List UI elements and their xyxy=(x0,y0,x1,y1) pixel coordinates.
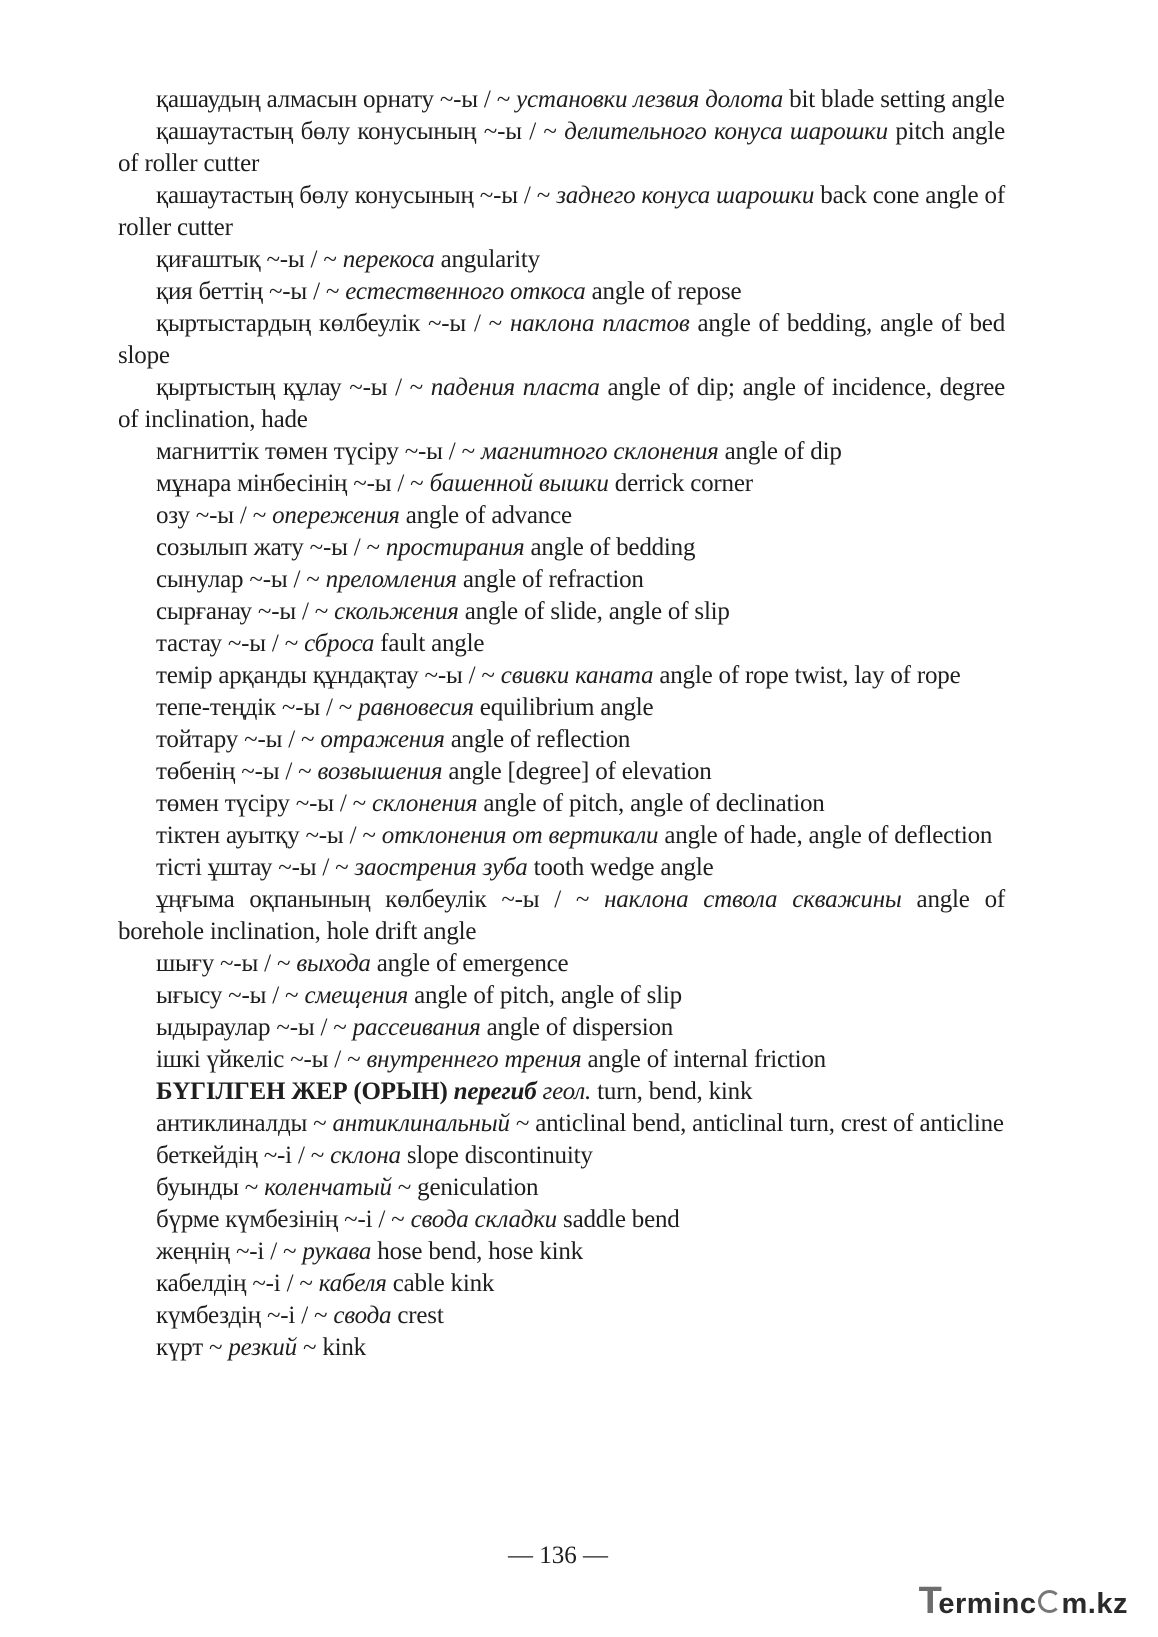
entry-english: ~ kink xyxy=(296,1334,366,1361)
dictionary-entry xyxy=(118,1172,1005,1204)
entry-english: angularity xyxy=(434,246,540,273)
entry-kazakh: тіктен ауытқу ~-ы / ~ xyxy=(156,822,382,849)
entry-kazakh: қашаутастың бөлу конусының ~-ы / ~ xyxy=(156,118,565,145)
entry-russian: установки лезвия долота xyxy=(516,86,784,113)
dictionary-entry xyxy=(118,980,1005,1012)
dictionary-entry xyxy=(118,692,1005,724)
entry-english: angle of repose xyxy=(585,278,742,305)
entry-english: back cone angle of roller cutter xyxy=(118,182,1005,241)
dictionary-entry xyxy=(118,500,1005,532)
entry-kazakh: магниттік төмен түсіру ~-ы / ~ xyxy=(156,438,481,465)
entry-kazakh: күмбездің ~-і / ~ xyxy=(156,1302,334,1329)
entry-english: angle of emergence xyxy=(370,950,569,977)
entry-kazakh: қыртыстың құлау ~-ы / ~ xyxy=(156,374,431,401)
entry-kazakh: тойтару ~-ы / ~ xyxy=(156,726,321,753)
entry-english: equilibrium angle xyxy=(473,694,654,721)
entry-headword: БҮГІЛГЕН ЖЕР (ОРЫН) xyxy=(156,1078,448,1105)
page-number: — 136 — xyxy=(508,1542,608,1569)
entry-kazakh: қия беттің ~-ы / ~ xyxy=(156,278,346,305)
entry-russian: простирания xyxy=(385,534,525,561)
entry-kazakh: ыдыраулар ~-ы / ~ xyxy=(156,1014,353,1041)
entry-russian: кабеля xyxy=(318,1270,387,1297)
entry-russian: сброса xyxy=(304,630,375,657)
entry-kazakh: мұнара мінбесінің ~-ы / ~ xyxy=(156,470,430,497)
entry-russian: отклонения от вертикали xyxy=(381,822,659,849)
entry-kazakh: жеңнің ~-і / ~ xyxy=(156,1238,303,1265)
entry-russian: свода xyxy=(333,1302,392,1329)
entry-english: ~ anticlinal bend, anticlinal turn, crest of anticline xyxy=(509,1110,1004,1137)
entry-english: hose bend, hose kink xyxy=(371,1238,583,1265)
entry-kazakh: сынулар ~-ы / ~ xyxy=(156,566,326,593)
entry-russian: равновесия xyxy=(358,694,474,721)
entry-russian: преломления xyxy=(325,566,457,593)
dictionary-entry xyxy=(118,596,1005,628)
dictionary-entry xyxy=(118,756,1005,788)
dictionary-entry xyxy=(118,724,1005,756)
dictionary-entry xyxy=(118,852,1005,884)
dictionary-entry xyxy=(118,1332,1005,1364)
entry-english: angle of rope twist, lay of rope xyxy=(653,662,961,689)
entry-russian: заднего конуса шарошки xyxy=(556,182,815,209)
entry-russian: свода складки xyxy=(410,1206,557,1233)
logo-ring-icon xyxy=(1038,1590,1061,1613)
entry-english: bit blade setting angle xyxy=(783,86,1005,113)
dictionary-entry xyxy=(118,788,1005,820)
entry-english: cable kink xyxy=(386,1270,495,1297)
entry-kazakh: сырғанау ~-ы / ~ xyxy=(156,598,335,625)
entry-kazakh: кабелдің ~-і / ~ xyxy=(156,1270,319,1297)
entry-english: angle of bedding, angle of bed slope xyxy=(118,310,1005,369)
dictionary-entry xyxy=(118,468,1005,500)
entry-russian: перекоса xyxy=(342,246,435,273)
entry-russian: антиклинальный xyxy=(332,1110,510,1137)
entry-russian: возвышения xyxy=(317,758,443,785)
entry-russian: склонения xyxy=(372,790,478,817)
entry-kazakh: ішкі үйкеліс ~-ы / ~ xyxy=(156,1046,367,1073)
dictionary-entry xyxy=(118,564,1005,596)
entry-kazakh: шығу ~-ы / ~ xyxy=(156,950,297,977)
entry-russian: смещения xyxy=(304,982,409,1009)
entry-russian: резкий xyxy=(228,1334,297,1361)
entry-kazakh: қашаутастың бөлу конусының ~-ы / ~ xyxy=(156,182,557,209)
entry-english: slope discontinuity xyxy=(400,1142,593,1169)
entry-english: angle of hade, angle of deflection xyxy=(658,822,993,849)
dictionary-entry xyxy=(118,1300,1005,1332)
entry-english: angle of pitch, angle of declination xyxy=(477,790,825,817)
dictionary-entry xyxy=(118,820,1005,852)
dictionary-entry xyxy=(118,244,1005,276)
entry-kazakh: тепе-теңдік ~-ы / ~ xyxy=(156,694,359,721)
dictionary-entry xyxy=(118,628,1005,660)
entry-kazakh: тастау ~-ы / ~ xyxy=(156,630,305,657)
entry-english: tooth wedge angle xyxy=(527,854,714,881)
entry-russian: коленчатый xyxy=(264,1174,392,1201)
termincom-logo: T ermin c m.kz xyxy=(918,1580,1128,1622)
dictionary-entry xyxy=(118,308,1005,372)
entry-english: angle [degree] of elevation xyxy=(442,758,712,785)
entry-english: angle of dip; angle of incidence, degree of inclination, hade xyxy=(118,374,1005,433)
entry-russian: башенной вышки xyxy=(429,470,609,497)
entry-russian-headword: перегиб xyxy=(453,1078,537,1105)
entry-kazakh: төмен түсіру ~-ы / ~ xyxy=(156,790,373,817)
entry-english: angle of dip xyxy=(718,438,842,465)
entry-kazakh: антиклиналды ~ xyxy=(156,1110,333,1137)
entry-russian: отражения xyxy=(320,726,445,753)
entry-kazakh: ығысу ~-ы / ~ xyxy=(156,982,305,1009)
dictionary-entry xyxy=(118,884,1005,948)
dictionary-entry xyxy=(118,1268,1005,1300)
entry-field-label: геол. xyxy=(542,1078,592,1105)
entry-english: saddle bend xyxy=(557,1206,680,1233)
logo-t-glyph: T xyxy=(918,1580,943,1622)
entry-english: angle of pitch, angle of slip xyxy=(408,982,682,1009)
entry-kazakh: бүрме күмбезінің ~-і / ~ xyxy=(156,1206,411,1233)
entry-russian: падения пласта xyxy=(430,374,600,401)
entry-russian: скольжения xyxy=(334,598,459,625)
entry-russian: опережения xyxy=(272,502,400,529)
entry-english: angle of advance xyxy=(399,502,572,529)
entry-english: angle of dispersion xyxy=(480,1014,674,1041)
dictionary-entry xyxy=(118,180,1005,244)
dictionary-entry xyxy=(118,436,1005,468)
entry-russian: рассеивания xyxy=(352,1014,481,1041)
entry-english: angle of bedding xyxy=(524,534,696,561)
entry-kazakh: күрт ~ xyxy=(156,1334,229,1361)
entry-russian: наклона пластов xyxy=(509,310,690,337)
dictionary-entry xyxy=(118,948,1005,980)
entry-kazakh: тісті ұштау ~-ы / ~ xyxy=(156,854,355,881)
dictionary-entry xyxy=(118,1140,1005,1172)
entry-kazakh: буынды ~ xyxy=(156,1174,265,1201)
entry-kazakh: қашаудың алмасын орнату ~-ы / ~ xyxy=(156,86,517,113)
entry-russian: естественного откоса xyxy=(345,278,586,305)
entry-kazakh: қыртыстардың көлбеулік ~-ы / ~ xyxy=(156,310,510,337)
entry-english: angle of refraction xyxy=(456,566,644,593)
entry-kazakh: ұңғыма оқпанының көлбеулік ~-ы / ~ xyxy=(156,886,605,913)
entry-english: fault angle xyxy=(374,630,485,657)
entry-kazakh: төбенің ~-ы / ~ xyxy=(156,758,318,785)
entry-russian: склона xyxy=(330,1142,401,1169)
entry-russian: наклона ствола скважины xyxy=(604,886,902,913)
dictionary-entry xyxy=(118,276,1005,308)
entry-english: angle of internal friction xyxy=(581,1046,826,1073)
entry-english: angle of reflection xyxy=(444,726,631,753)
dictionary-entry xyxy=(118,1076,1005,1108)
entry-russian: внутреннего трения xyxy=(366,1046,582,1073)
entry-english: pitch angle of roller cutter xyxy=(118,118,1005,177)
entry-english: turn, bend, kink xyxy=(591,1078,753,1105)
dictionary-entry xyxy=(118,532,1005,564)
entry-kazakh: беткейдің ~-і / ~ xyxy=(156,1142,331,1169)
entry-english: ~ geniculation xyxy=(391,1174,539,1201)
entry-russian: магнитного склонения xyxy=(480,438,719,465)
dictionary-entry xyxy=(118,372,1005,436)
entry-english: angle of borehole inclination, hole drift angle xyxy=(118,886,1005,945)
dictionary-entry xyxy=(118,1012,1005,1044)
entry-russian: свивки каната xyxy=(500,662,654,689)
dictionary-entry xyxy=(118,1044,1005,1076)
entry-russian: заострения зуба xyxy=(354,854,528,881)
entry-english: crest xyxy=(391,1302,444,1329)
dictionary-entry xyxy=(118,1204,1005,1236)
dictionary-entry xyxy=(118,84,1005,116)
dictionary-entry xyxy=(118,660,1005,692)
entry-russian: выхода xyxy=(296,950,371,977)
dictionary-entry xyxy=(118,116,1005,180)
entry-kazakh: озу ~-ы / ~ xyxy=(156,502,273,529)
entry-russian: делительного конуса шарошки xyxy=(564,118,888,145)
entry-kazakh: қиғаштық ~-ы / ~ xyxy=(156,246,343,273)
dictionary-entries xyxy=(118,84,1005,1364)
entry-russian: рукава xyxy=(302,1238,372,1265)
dictionary-entry xyxy=(118,1108,1005,1140)
dictionary-entry xyxy=(118,1236,1005,1268)
entry-kazakh: созылып жату ~-ы / ~ xyxy=(156,534,386,561)
entry-english: angle of slide, angle of slip xyxy=(458,598,730,625)
entry-kazakh: темір арқанды құндақтау ~-ы / ~ xyxy=(156,662,501,689)
entry-english: derrick corner xyxy=(608,470,753,497)
